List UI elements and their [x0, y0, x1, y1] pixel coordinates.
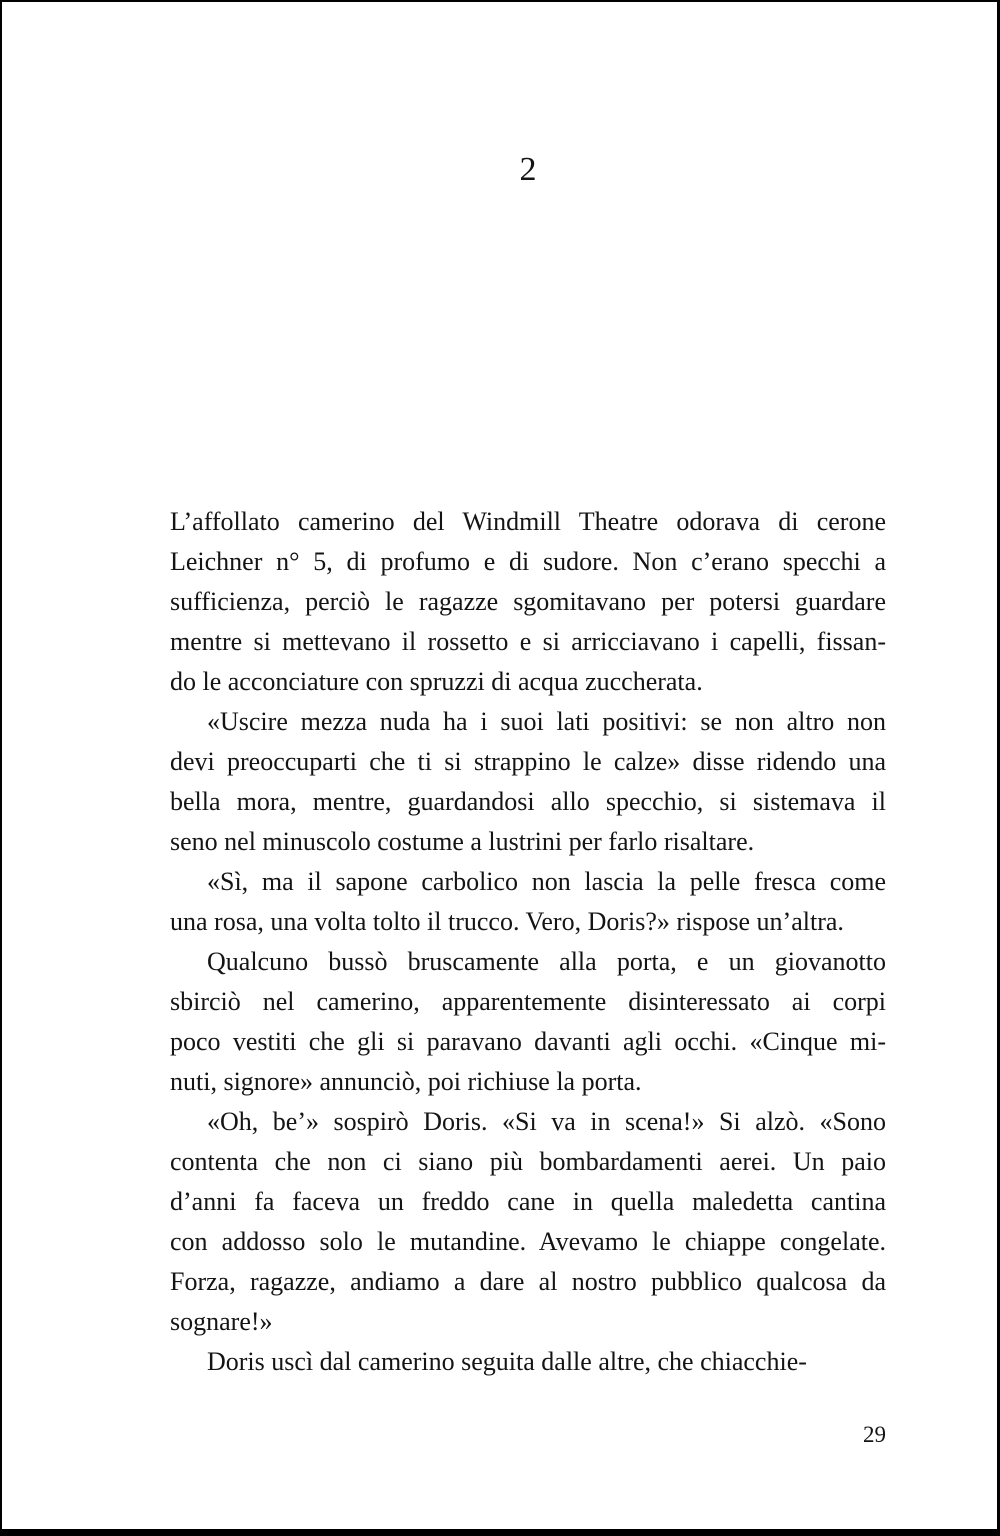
body-text-line: sufficienza, perciò le ragazze sgomitavano per potersi guardare: [170, 587, 886, 616]
body-text: [170, 502, 886, 1382]
body-text-line: nuti, signore» annunciò, poi richiuse la porta.: [170, 1067, 642, 1096]
body-text-line: «Oh, be’» sospirò Doris. «Si va in scena!» Si alzò. «Sono: [207, 1107, 886, 1136]
body-text-line: seno nel minuscolo costume a lustrini per farlo risaltare.: [170, 827, 755, 856]
body-text-line: «Sì, ma il sapone carbolico non lascia la pelle fresca come: [207, 867, 886, 896]
body-text-line: una rosa, una volta tolto il trucco. Vero, Doris?» rispose un’altra.: [170, 907, 844, 936]
body-text-line: con addosso solo le mutandine. Avevamo le chiappe congelate.: [170, 1227, 886, 1256]
body-text-line: mentre si mettevano il rossetto e si arricciavano i capelli, fissan-: [170, 627, 886, 656]
body-text-line: «Uscire mezza nuda ha i suoi lati positivi: se non altro non: [207, 707, 886, 736]
body-text-line: L’affollato camerino del Windmill Theatre odorava di cerone: [170, 507, 886, 536]
body-text-line: do le acconciature con spruzzi di acqua zuccherata.: [170, 667, 703, 696]
body-text-line: Leichner n° 5, di profumo e di sudore. Non c’erano specchi a: [170, 547, 886, 576]
body-text-line: sognare!»: [170, 1307, 273, 1336]
page-number: 29: [863, 1422, 886, 1447]
body-text-line: d’anni fa faceva un freddo cane in quella maledetta cantina: [170, 1187, 886, 1216]
body-text-line: Forza, ragazze, andiamo a dare al nostro pubblico qualcosa da: [170, 1267, 886, 1296]
body-text-line: contenta che non ci siano più bombardamenti aerei. Un paio: [170, 1147, 886, 1176]
chapter-number: 2: [519, 151, 537, 188]
body-text-line: Doris uscì dal camerino seguita dalle altre, che chiacchie-: [207, 1347, 807, 1376]
body-text-line: Qualcuno bussò bruscamente alla porta, e un giovanotto: [207, 947, 886, 976]
body-text-line: poco vestiti che gli si paravano davanti agli occhi. «Cinque mi-: [170, 1027, 886, 1056]
body-text-line: devi preoccuparti che ti si strappino le calze» disse ridendo una: [170, 747, 886, 776]
body-text-line: sbirciò nel camerino, apparentemente disinteressato ai corpi: [170, 987, 886, 1016]
body-text-line: bella mora, mentre, guardandosi allo specchio, si sistemava il: [170, 787, 886, 816]
